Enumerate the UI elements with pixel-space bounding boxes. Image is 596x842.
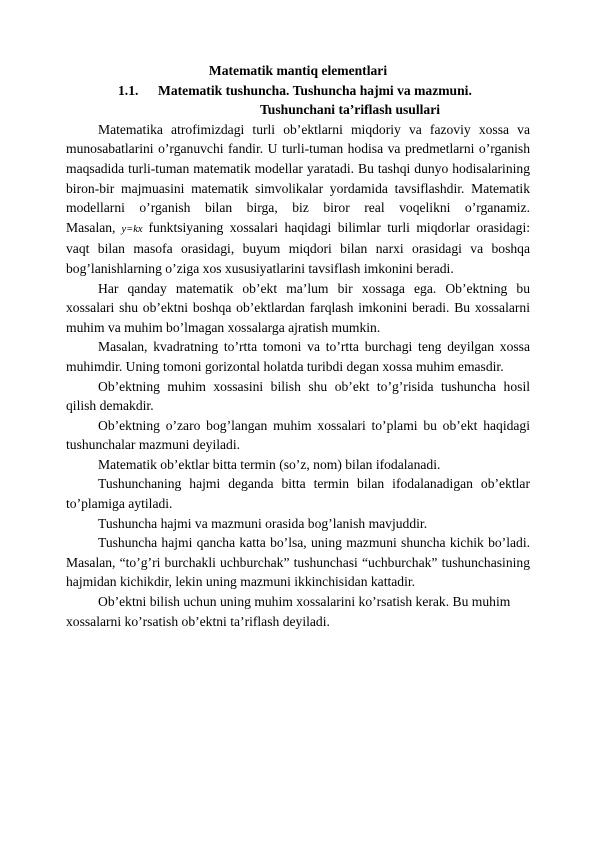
paragraph-3: Masalan, kvadratning to’rtta tomoni va to’rtta burchagi teng deyilgan xossa muhimdir. Uning tomoni gorizontal holatda turibdi degan xossa muhim emasdir. xyxy=(66,339,530,374)
document-body xyxy=(66,61,530,631)
section-number: 1.1. xyxy=(118,82,139,98)
paragraph-9: Tushuncha hajmi qancha katta bo’lsa, uning mazmuni shuncha kichik bo’ladi. Masalan, “to’g’ri burchakli uchburchak” tushunchasi “uchburchak” tushunchasining hajmidan kichikdir, lekin uning mazmuni ikkinchisidan kattadir. xyxy=(66,535,530,590)
section-subtitle: Tushunchani ta’riflash usullari xyxy=(259,102,441,118)
paragraph-1 xyxy=(66,120,530,279)
paragraph-1-text-after: funktsiyaning xossalari haqidagi bilimlar turli miqdorlar orasidagi: vaqt bilan masofa orasidagi, buyum miqdori bilan narxi orasidagi va boshqa bog’lanishlarning o’ziga xos xususiyatlarini tavsiflash imkonini beradi. xyxy=(66,219,530,276)
formula-y-kx: y=kx xyxy=(121,223,143,235)
paragraph-2: Har qanday matematik ob’ekt ma’lum bir xossaga ega. Ob’ektning bu xossalari shu ob’ektni boshqa ob’ektlardan farqlash imkonini beradi. Bu xossalarni muhim va muhim bo’lmagan xossalarga ajratish mumkin. xyxy=(66,280,530,335)
paragraph-10: Ob’ektni bilish uchun uning muhim xossalarini ko’rsatish kerak. Bu muhim xossalarni ko’rsatish ob’ektni ta’riflash deyiladi. xyxy=(66,594,511,629)
document-title: Matematik mantiq elementlari xyxy=(208,63,388,78)
paragraph-7: Tushunchaning hajmi deganda bitta termin bilan ifodalanadigan ob’ektlar to’plamiga aytiladi. xyxy=(66,476,530,512)
section-title: Matematik tushuncha. Tushuncha hajmi va mazmuni. xyxy=(158,82,472,98)
paragraph-5: Ob’ektning o’zaro bog’langan muhim xossalari to’plami bu ob’ekt haqidagi tushunchalar mazmuni deyiladi. xyxy=(66,417,530,453)
paragraph-6: Matematik ob’ektlar bitta termin (so’z, nom) bilan ifodalanadi. xyxy=(98,456,441,472)
paragraph-1-text-before: Matematika atrofimizdagi turli ob’ektlarni miqdoriy va fazoviy xossa va munosabatlarini o’rganuvchi fandir. U turli-tuman hodisa va predmetlarni o’rganish maqsadida turli-tuman matematik modellar yaratadi. Bu tashqi dunyo hodisalarining biron-bir majmuasini matematik simvolikalar yordamida tavsiflashdir. Matematik modellarni o’rganish bilan birga, biz biror real voqelikni o’rganamiz. Masalan, xyxy=(66,121,530,235)
paragraph-4: Ob’ektning muhim xossasini bilish shu ob’ekt to’g’risida tushuncha hosil qilish demakdir. xyxy=(66,378,530,414)
section-heading xyxy=(66,81,530,101)
paragraph-8: Tushuncha hajmi va mazmuni orasida bog’lanish mavjuddir. xyxy=(98,515,428,531)
